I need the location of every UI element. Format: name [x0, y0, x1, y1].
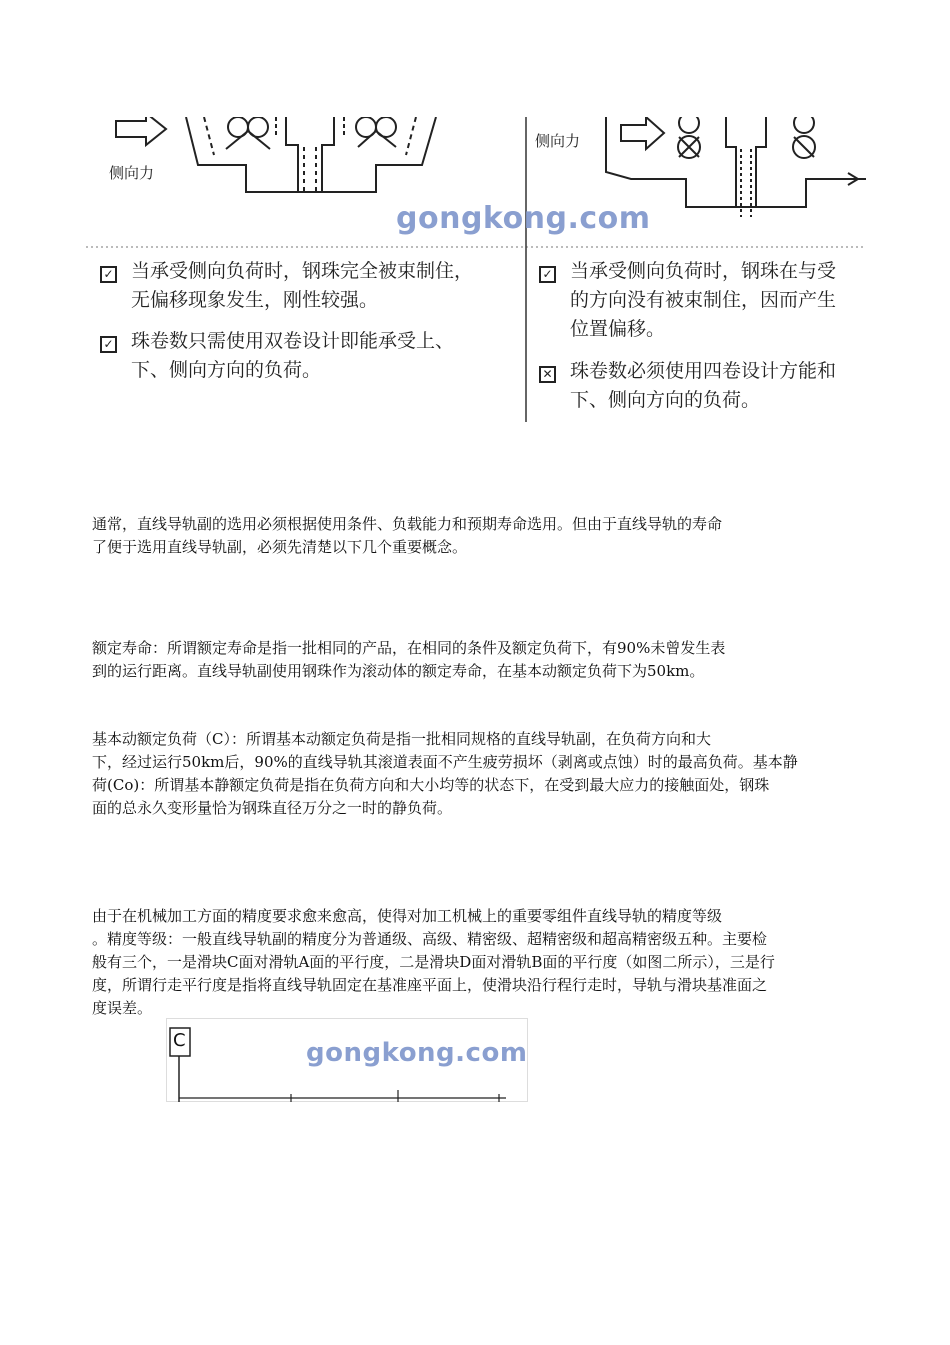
- checkbox-icon: ✓: [100, 336, 117, 353]
- text-line: 荷(Co)：所谓基本静额定负荷是指在负荷方向和大小均等的状态下，在受到最大应力的接触面处，钢珠: [92, 776, 770, 794]
- caption-line: 的方向没有被束制住，因而产生: [570, 289, 837, 311]
- paragraph-rated-life: [92, 637, 950, 683]
- paragraph-dynamic-load: [92, 728, 950, 820]
- right-caption-1: [539, 257, 836, 344]
- label-c: C: [173, 1030, 186, 1051]
- text-line: 面的总永久变形量恰为钢珠直径万分之一时的静负荷。: [92, 799, 453, 817]
- checkbox-icon: ✕: [539, 366, 556, 383]
- caption-line: 无偏移现象发生，刚性较强。: [131, 289, 379, 311]
- text-line: 度，所谓行走平行度是指将直线导轨固定在基准座平面上，使滑块沿行程行走时，导轨与滑块基准面之: [92, 976, 768, 994]
- text-line: 。精度等级：一般直线导轨副的精度分为普通级、高级、精密级、超精密级和超高精密级五种。主要检: [92, 930, 768, 948]
- caption-line: 当承受侧向负荷时，钢珠完全被束制住，: [131, 260, 474, 282]
- paragraph-precision: [92, 905, 950, 1020]
- left-caption-2: [100, 327, 454, 385]
- paragraph-intro: [92, 513, 950, 559]
- left-rail-drawing: [116, 117, 436, 192]
- watermark: gongkong.com: [396, 201, 651, 236]
- checkbox-icon: ✓: [539, 266, 556, 283]
- left-caption-1: [100, 257, 473, 315]
- text-line: 了便于选用直线导轨副，必须先清楚以下几个重要概念。: [92, 538, 468, 556]
- caption-line: 下、侧向方向的负荷。: [131, 359, 322, 381]
- force-label-right: 侧向力: [535, 132, 581, 150]
- text-line: 基本动额定负荷（C）：所谓基本动额定负荷是指一批相同规格的直线导轨副，在负荷方向和大: [92, 730, 711, 748]
- text-line: 下，经过运行50km后，90%的直线导轨其滚道表面不产生疲劳损坏（剥离或点蚀）时的最高负荷。基本静: [92, 753, 798, 771]
- caption-line: 位置偏移。: [570, 318, 666, 340]
- text-line: 度误差。: [92, 999, 153, 1017]
- text-line: 通常，直线导轨副的选用必须根据使用条件、负载能力和预期寿命选用。但由于直线导轨的寿命: [92, 515, 723, 533]
- text-line: 由于在机械加工方面的精度要求愈来愈高，使得对加工机械上的重要零组件直线导轨的精度等级: [92, 907, 723, 925]
- caption-line: 当承受侧向负荷时，钢珠在与受: [570, 260, 837, 282]
- right-caption-2: [539, 357, 836, 415]
- caption-line: 下、侧向方向的负荷。: [570, 389, 761, 411]
- text-line: 般有三个，一是滑块C面对滑轨A面的平行度，二是滑块D面对滑轨B面的平行度（如图二所示），三是行: [92, 953, 775, 971]
- force-label-left: 侧向力: [109, 164, 155, 182]
- caption-line: 珠卷数必须使用四卷设计方能和: [570, 360, 837, 382]
- watermark: gongkong.com: [306, 1038, 528, 1068]
- precision-figure: [166, 1018, 528, 1102]
- text-line: 额定寿命：所谓额定寿命是指一批相同的产品，在相同的条件及额定负荷下，有90%未曾发生表: [92, 639, 726, 657]
- text-line: 到的运行距离。直线导轨副使用钢珠作为滚动体的额定寿命，在基本动额定负荷下为50km。: [92, 662, 705, 680]
- comparison-figure: [86, 117, 866, 422]
- checkbox-icon: ✓: [100, 266, 117, 283]
- caption-line: 珠卷数只需使用双卷设计即能承受上、: [131, 330, 455, 352]
